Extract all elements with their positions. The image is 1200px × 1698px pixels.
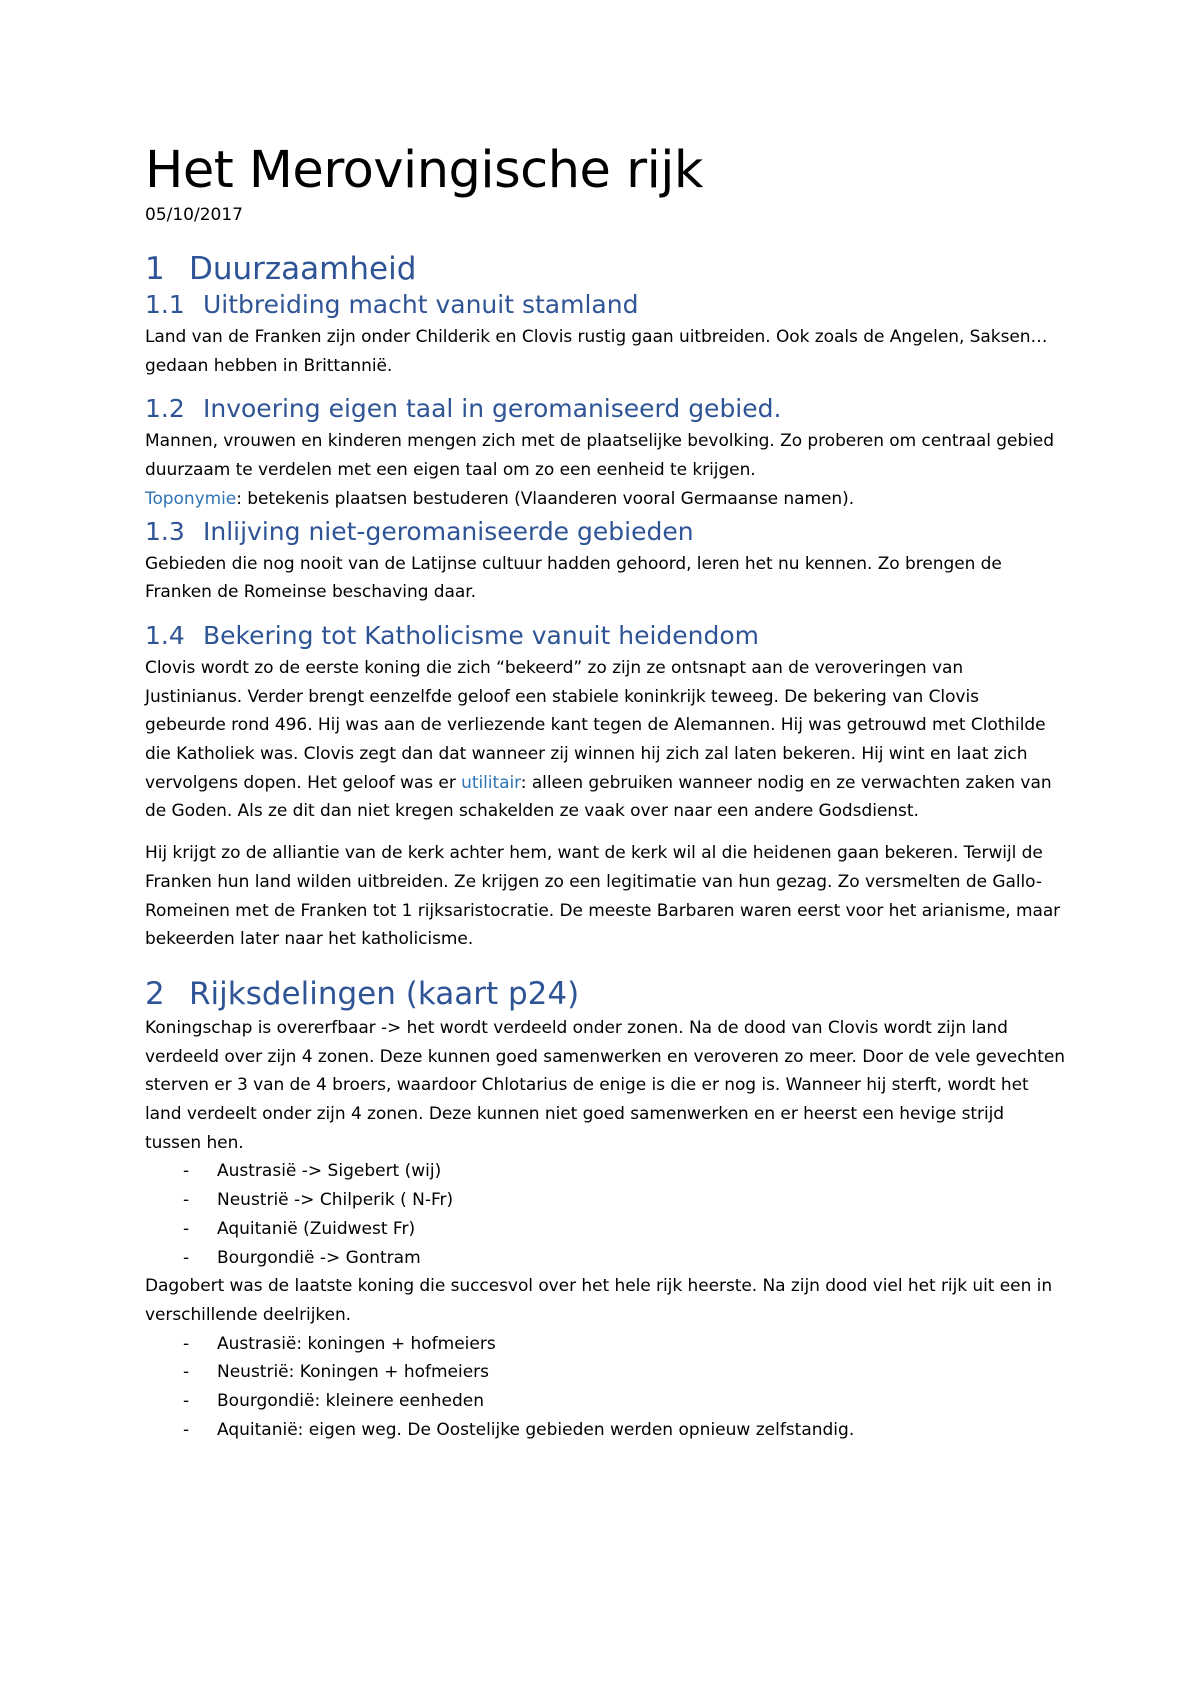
paragraph: Hij krijgt zo de alliantie van de kerk achter hem, want de kerk wil al die heidenen gaan bekeren. Terwijl de Franken hun land wilden uitbreiden. Ze krijgen zo een legitimatie van hun gezag. Zo versmelten de Gallo-Romeinen met de Franken tot 1 rijksaristocratie. De meeste Barbaren waren eerst voor het arianisme, maar bekeerden later naar het katholicisme. [145, 843, 1061, 950]
heading-text: Invoering eigen taal in geromaniseerd gebied. [203, 394, 782, 424]
list-item-text: Austrasië -> Sigebert (wij) [217, 1161, 442, 1182]
paragraph: Dagobert was de laatste koning die succesvol over het hele rijk heerste. Na zijn dood viel het rijk uit een in verschillende deelrijken. [145, 1276, 1053, 1325]
dash-bullet: - [183, 1218, 190, 1239]
list-item [145, 1215, 1065, 1244]
dash-bullet: - [183, 1391, 190, 1412]
paragraph-text: : alleen gebruiken wanneer nodig en ze verwachten zaken van de Goden. Als ze dit dan niet kregen schakelden ze vaak over naar een andere Godsdienst. [145, 772, 1052, 822]
heading-number: 1.3 [145, 516, 185, 546]
heading-text: Duurzaamheid [189, 251, 417, 287]
dash-bullet: - [183, 1190, 190, 1211]
list-item-text: Neustrië -> Chilperik ( N-Fr) [217, 1190, 454, 1211]
list-item-text: Bourgondië: kleinere eenheden [217, 1391, 485, 1412]
heading-number: 1.2 [145, 394, 185, 424]
heading-bekering [145, 620, 1065, 652]
term-link-toponymie[interactable]: Toponymie [145, 488, 237, 509]
dash-bullet: - [183, 1247, 190, 1268]
list-item [145, 1330, 1065, 1359]
term-link-utilitair[interactable]: utilitair [461, 772, 521, 793]
list-item-text: Aquitanië: eigen weg. De Oostelijke gebieden werden opnieuw zelfstandig. [217, 1419, 855, 1440]
heading-number: 1.4 [145, 620, 185, 650]
list-item [145, 1244, 1065, 1273]
paragraph: Mannen, vrouwen en kinderen mengen zich met de plaatselijke bevolking. Zo proberen om centraal gebied duurzaam te verdelen met een eigen taal om zo een eenheid te krijgen. [145, 431, 1054, 481]
list-item-text: Neustrië: Koningen + hofmeiers [217, 1362, 490, 1383]
paragraph: Gebieden die nog nooit van de Latijnse cultuur hadden gehoord, leren het nu kennen. Zo brengen de Franken de Romeinse beschaving daar. [145, 553, 1002, 603]
heading-number: 1 [145, 251, 165, 287]
document-title: Het Merovingische rijk [145, 141, 703, 200]
list-item [145, 1157, 1065, 1186]
heading-inlijving [145, 516, 1065, 548]
list-koninkrijken [145, 1157, 1065, 1272]
heading-number: 2 [145, 975, 165, 1012]
paragraph: Koningschap is overerfbaar -> het wordt verdeeld onder zonen. Na de dood van Clovis wordt zijn land verdeeld over zijn 4 zonen. Deze kunnen goed samenwerken en veroveren zo meer. Door de vele gevechten sterven er 3 van de 4 broers, waardoor Chlotarius de enige is die er nog is. Wanneer hij sterft, wordt het land verdeelt onder zijn 4 zonen. Deze kunnen niet goed samenwerken en er heerst een hevige strijd tussen hen. [145, 1017, 1065, 1153]
list-item [145, 1358, 1065, 1387]
list-item-text: Aquitanië (Zuidwest Fr) [217, 1218, 416, 1239]
dash-bullet: - [183, 1362, 190, 1383]
heading-text: Inlijving niet-geromaniseerde gebieden [203, 516, 694, 546]
heading-number: 1.1 [145, 290, 185, 319]
list-item-text: Bourgondië -> Gontram [217, 1247, 421, 1268]
heading-rijksdelingen [145, 974, 1065, 1014]
dash-bullet: - [183, 1161, 190, 1182]
definition-text: : betekenis plaatsen bestuderen (Vlaanderen vooral Germaanse namen). [236, 488, 855, 509]
list-deelrijken [145, 1330, 1065, 1445]
heading-text: Rijksdelingen (kaart p24) [189, 975, 580, 1012]
definition-paragraph [145, 485, 1065, 514]
heading-duurzaamheid [145, 249, 1065, 289]
heading-text: Uitbreiding macht vanuit stamland [203, 290, 639, 319]
paragraph-text: Clovis wordt zo de eerste koning die zich “bekeerd” zo zijn ze ontsnapt aan de veroveringen van Justinianus. Verder brengt eenzelfde geloof een stabiele koninkrijk teweeg. De bekering van Clovis gebeurde rond 496. Hij was aan de verliezende kant tegen de Alemannen. Hij was getrouwd met Clothilde die Katholiek was. Clovis zegt dan dat wanneer zij winnen hij zich zal laten bekeren. Hij wint en laat zich vervolgens dopen. Het geloof was er [145, 657, 1046, 793]
list-item [145, 1186, 1065, 1215]
heading-text: Bekering tot Katholicisme vanuit heidendom [203, 620, 760, 650]
heading-uitbreiding [145, 289, 1065, 321]
dash-bullet: - [183, 1333, 190, 1354]
paragraph: Land van de Franken zijn onder Childerik en Clovis rustig gaan uitbreiden. Ook zoals de Angelen, Saksen… gedaan hebben in Brittannië. [145, 327, 1048, 376]
paragraph [145, 654, 1065, 826]
list-item-text: Austrasië: koningen + hofmeiers [217, 1333, 496, 1354]
list-item [145, 1416, 1065, 1445]
dash-bullet: - [183, 1419, 190, 1440]
heading-invoering-taal [145, 393, 1065, 425]
document-body [145, 140, 1065, 1445]
document-date: 05/10/2017 [145, 205, 243, 225]
list-item [145, 1387, 1065, 1416]
